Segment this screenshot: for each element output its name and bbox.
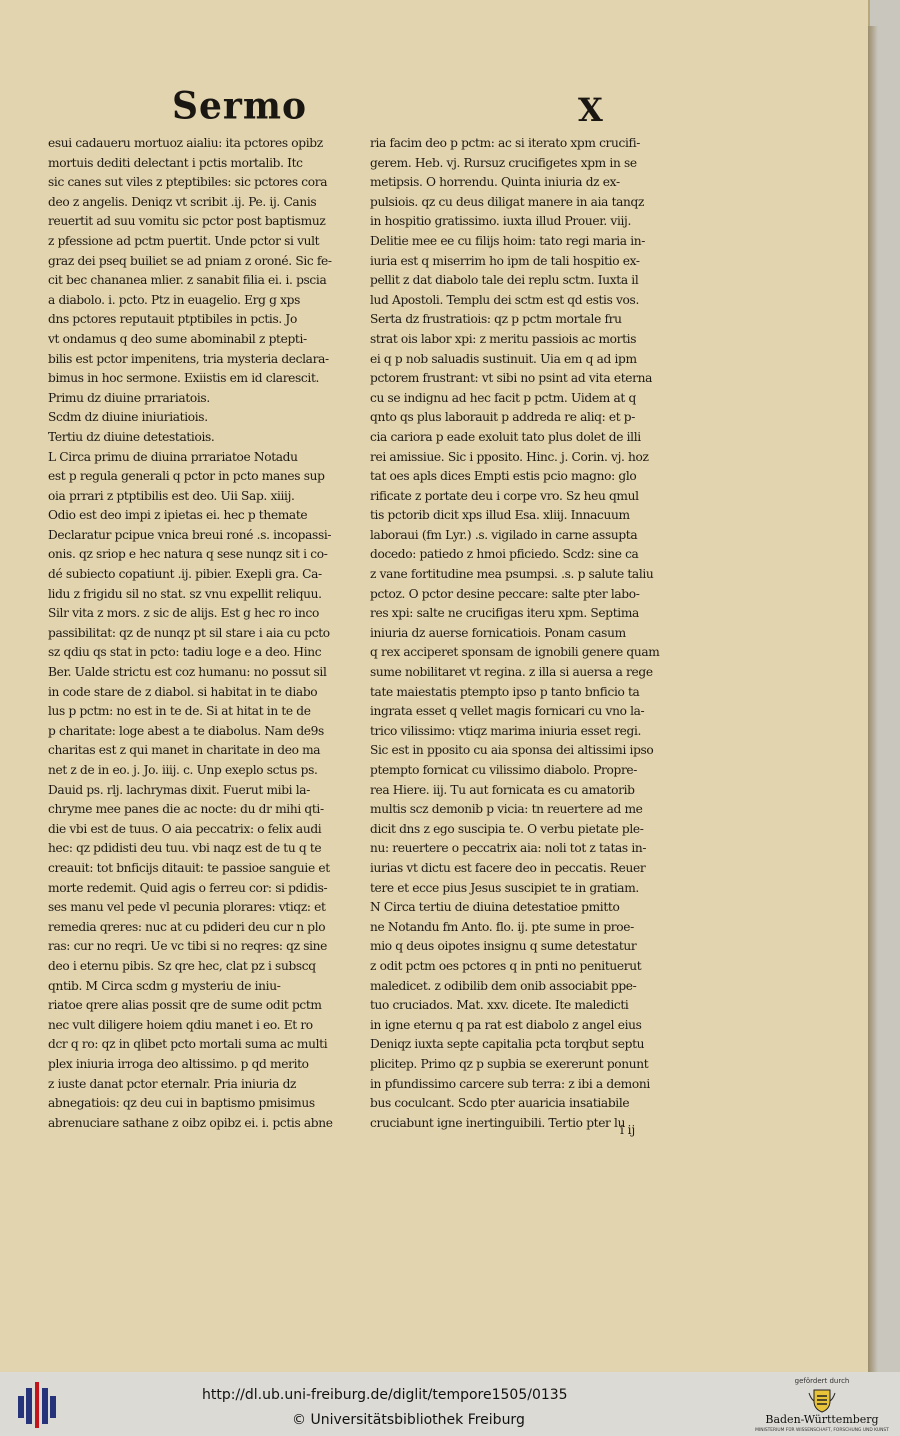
text-line: in igne eternu q pa rat est diabolo z angel eius [370,1017,642,1032]
text-line: mio q deus oipotes insignu q sume detestatur [370,939,637,954]
text-line: rea Hiere. iij. Tu aut fornicata es cu amatorib [370,782,635,797]
text-line: iniuria dz auerse fornicatiois. Ponam casum [370,625,626,640]
text-line: cruciabunt igne inertinguibili. Tertio pter lu [370,1115,626,1130]
text-line: Odio est deo impi z ipietas ei. hec p themate [48,508,308,523]
text-line: p charitate: loge abest a te diabolus. Nam de9s [48,723,324,738]
permalink-url[interactable]: http://dl.ub.uni-freiburg.de/diglit/tempore1505/0135 [202,1387,568,1403]
text-line: Delitie mee ee cu filijs hoim: tato regi maria in- [370,233,646,248]
text-line: z pfessione ad pctm puertit. Unde pctor si vult [48,233,320,248]
text-line: pctorem frustrant: vt sibi no psint ad vita eterna [370,371,653,386]
text-line: qnto qs plus laborauit p addreda re aliq: et p- [370,410,636,425]
text-line: trico vilissimo: vtiqz marima iniuria esset regi. [370,723,642,738]
folio-number: X [578,91,603,129]
text-line: tat oes apls dices Empti estis pcio magno: glo [370,469,637,484]
text-line: est p regula generali q pctor in pcto manes sup [48,469,325,484]
text-line: plicitep. Primo qz p supbia se exererunt ponunt [370,1056,649,1071]
sponsor-funded-label: gefördert durch [794,1377,850,1385]
text-line: Primu dz diuine prrariatois. [48,390,210,405]
text-line: tuo cruciados. Mat. xxv. dicete. Ite maledicti [370,998,629,1013]
text-line: hec: qz pdidisti deu tuu. vbi naqz est de tu q te [48,841,322,856]
text-line: ei q p nob saluadis sustinuit. Uia em q ad ipm [370,351,637,366]
text-line: bimus in hoc sermone. Exiistis em id clarescit. [48,371,320,386]
text-line: deo i eternu pibis. Sz qre hec, clat pz i subscq [48,958,316,973]
text-line: bilis est pctor impenitens, tria mysteria declara- [48,351,329,366]
text-line: die vbi est de tuus. O aia peccatrix: o felix audi [48,821,322,836]
text-line: iuria est q miserrim ho ipm de tali hospitio ex- [370,253,640,268]
text-line: gerem. Heb. vj. Rursuz crucifigetes xpm in se [370,155,637,170]
text-line: deo z angelis. Deniqz vt scribit .ij. Pe. ij. Canis [48,194,317,209]
right-text-column [370,134,678,1134]
text-line: q rex acciperet sponsam de ignobili genere quam [370,645,660,660]
text-line: remedia qreres: nuc at cu pdideri deu cur n plo [48,919,326,934]
text-line: ras: cur no reqri. Ue vc tibi si no reqres: qz sine [48,939,328,954]
text-line: z odit pctm oes pctores q in pnti no penituerut [370,958,642,973]
text-line [48,1133,350,1134]
text-line: bus coculcant. Scdo pter auaricia insatiabile [370,1096,630,1111]
text-line: dé subiecto copatiunt .ij. pibier. Exepli gra. Ca- [48,567,322,582]
text-line: z vane fortitudine mea psumpsi. .s. p salute taliu [370,567,654,582]
text-line: nec vult diligere hoiem qdiu manet i eo. Et ro [48,1017,313,1032]
text-line: abrenuciare sathane z oibz opibz ei. i. pctis abne [48,1115,333,1130]
text-line: pulsiois. qz cu deus diligat manere in aia tanqz [370,194,645,209]
viewer-footer [0,1372,900,1436]
text-line: net z de in eo. j. Jo. iiij. c. Unp exeplo sctus ps. [48,763,318,777]
text-line: charitas est z qui manet in charitate in deo ma [48,743,321,758]
text-line: res xpi: salte ne crucifigas iteru xpm. Septima [370,606,639,621]
text-line: Scdm dz diuine iniuriatiois. [48,410,208,425]
text-line: creauit: tot bnficijs ditauit: te passioe sanguie et [48,860,330,875]
text-line: Ber. Ualde strictu est coz humanu: no possut sil [48,665,327,680]
text-line: ne Notandu fm Anto. flo. ij. pte sume in proe- [370,919,634,934]
text-line: docedo: patiedo z hmoi pficiedo. Scdz: sine ca [370,547,639,562]
signature-mark: i ij [620,1123,636,1137]
text-line: tere et ecce pius Jesus suscipiet te in gratiam. [370,880,639,895]
text-line: maledicet. z odibilib dem onib associabit ppe- [370,978,637,993]
text-line: chryme mee panes die ac nocte: du dr mihi qti- [48,802,324,817]
text-line: laboraui (fm Lyr.) .s. vigilado in carne assupta [370,527,638,542]
text-line: cu se indignu ad hec facit p pctm. Uidem at q [370,390,636,405]
text-line: metipsis. O horrendu. Quinta iniuria dz ex- [370,175,620,190]
text-line: a diabolo. i. pcto. Ptz in euagelio. Erg g xps [48,292,300,307]
text-line: reuertit ad suu vomitu sic pctor post baptismuz [48,214,326,229]
text-line: nu: reuertere o peccatrix aia: noli tot z tatas in- [370,841,647,856]
text-line: dcr q ro: qz in qlibet pcto mortali suma ac multi [48,1037,328,1052]
text-line: Serta dz frustratiois: qz p pctm mortale fru [370,312,622,327]
text-line: oia prrari z ptptibilis est deo. Uii Sap. xiiij. [48,488,295,503]
text-line: dicit dns z ego suscipia te. O verbu pietate ple- [370,821,644,836]
text-line: strat ois labor xpi: z meritu passiois ac mortis [370,331,637,346]
text-line: pctoz. O pctor desine peccare: salte pter labo- [370,586,640,601]
text-line: in pfundissimo carcere sub terra: z ibi a demoni [370,1076,650,1091]
copyright-notice: © Universitätsbibliothek Freiburg [292,1412,525,1428]
text-line: cia cariora p eade exoluit tato plus dolet de illi [370,429,641,444]
text-line: Deniqz iuxta septe capitalia pcta torqbut septu [370,1037,645,1052]
text-line: Silr vita z mors. z sic de alijs. Est g hec ro inco [48,606,320,621]
text-line: sume nobilitaret vt regina. z illa si auersa a rege [370,665,653,680]
library-logo-icon[interactable] [14,1382,60,1428]
text-line: plex iniuria irroga deo altissimo. p qd merito [48,1056,309,1071]
sponsor-name: Baden-Württemberg [765,1413,879,1426]
text-line: lus p pctm: no est in te de. Si at hitat in te de [48,704,311,719]
text-line: ses manu vel pede vl pecunia plorares: vtiqz: et [48,900,326,915]
text-line: cit bec chananea mlier. z sanabit filia ei. i. pscia [48,273,327,288]
text-line: sic canes sut viles z pteptibiles: sic pctores cora [48,175,328,190]
text-line: qntib. M Circa scdm g mysteriu de iniu- [48,978,281,993]
text-line: graz dei pseq builiet se ad pniam z oroné. Sic fe- [48,253,332,268]
text-line: onis. qz sriop e hec natura q sese nunqz sit i co- [48,547,328,562]
text-line: tate maiestatis ptempto ipso p tanto bnficio ta [370,684,640,699]
text-line: multis scz demonib p vicia: tn reuertere ad me [370,802,643,817]
text-line: rei amissiue. Sic i pposito. Hinc. j. Corin. vj. hoz [370,449,649,464]
left-text-column [48,134,350,1134]
text-line: Declaratur pcipue vnica breui roné .s. incopassi- [48,527,332,542]
text-line: passibilitat: qz de nunqz pt sil stare i aia cu pcto [48,625,330,640]
text-line: z iuste danat pctor eternalr. Pria iniuria dz [48,1076,297,1091]
text-line: tis pctorib dicit xps illud Esa. xliij. Innacuum [370,508,630,523]
running-title: Sermo [172,83,307,129]
text-line: in hospitio gratissimo. iuxta illud Prouer. viij. [370,214,632,229]
text-line: vt ondamus q deo sume abominabil z ptepti- [48,331,307,346]
text-line: mortuis dediti delectant i pctis mortalib. Itc [48,155,303,170]
text-line: Tertiu dz diuine detestatiois. [48,429,215,444]
text-line: abnegatiois: qz deu cui in baptismo pmisimus [48,1096,315,1111]
text-line: ptempto fornicat cu vilissimo diabolo. Propre- [370,763,638,777]
text-line: esui cadaueru mortuoz aialiu: ita pctores opibz [48,136,323,150]
text-line: ria facim deo p pctm: ac si iterato xpm crucifi- [370,136,641,150]
text-line: sz qdiu qs stat in pcto: tadiu loge e a deo. Hinc [48,645,322,660]
page-edge-shadow [868,26,878,1372]
text-line: iurias vt dictu est facere deo in peccatis. Reuer [370,860,646,875]
text-line: Sic est in pposito cu aia sponsa dei altissimi ipso [370,743,654,758]
text-line: L Circa primu de diuina prrariatoe Notadu [48,449,298,464]
coat-of-arms-icon [808,1387,836,1413]
text-line: pellit z dat diabolo tale dei replu sctm. Iuxta il [370,273,639,288]
text-line: in code stare de z diabol. si habitat in te diabo [48,684,318,699]
text-line: morte redemit. Quid agis o ferreu cor: si pdidis- [48,880,328,895]
sponsor-logo[interactable] [752,1376,892,1434]
sponsor-ministry: MINISTERIUM FÜR WISSENSCHAFT, FORSCHUNG UND KUNST [755,1428,889,1433]
text-line: ingrata esset q vellet magis fornicari cu vno la- [370,704,645,719]
text-line: lidu z frigidu sil no stat. sz vnu expellit reliquu. [48,586,322,601]
text-line: rificate z portate deu i corpe vro. Sz heu qmul [370,488,639,503]
text-line: N Circa tertiu de diuina detestatioe pmitto [370,900,620,915]
text-line: lud Apostoli. Templu dei sctm est qd estis vos. [370,292,639,307]
text-line: Dauid ps. rlj. lachrymas dixit. Fuerut mibi la- [48,782,310,797]
text-line: riatoe qrere alias possit qre de sume odit pctm [48,998,322,1013]
text-line: dns pctores reputauit ptptibiles in pctis. Jo [48,312,297,327]
